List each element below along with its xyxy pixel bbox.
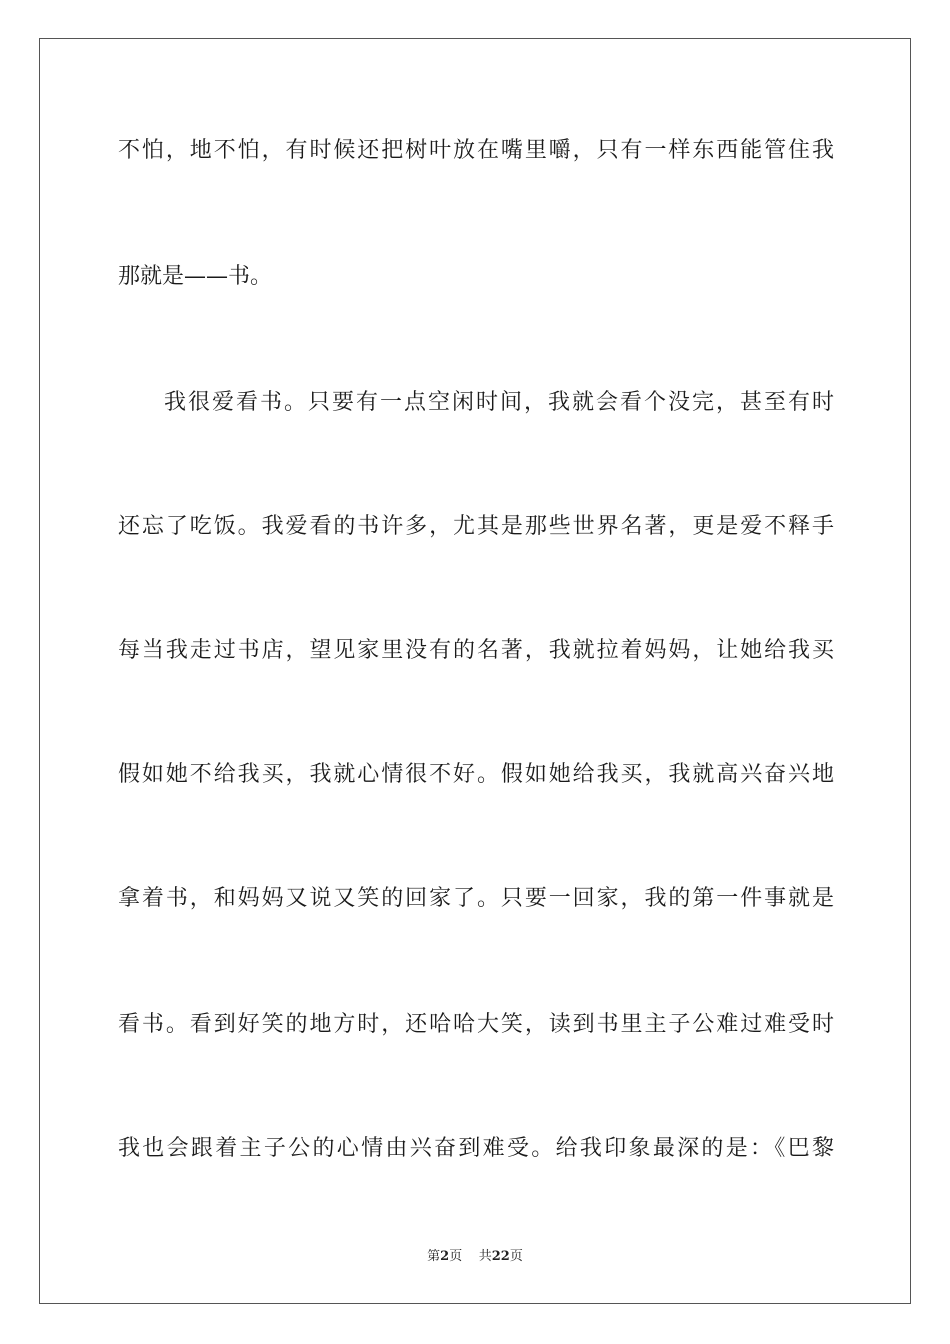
footer-page-prefix: 第	[427, 1249, 441, 1264]
text-line-8: 看书。看到好笑的地方时，还哈哈大笑，读到书里主子公难过难受时	[118, 1012, 834, 1037]
footer-total-pages: 22	[491, 1249, 510, 1264]
text-line-9: 我也会跟着主子公的心情由兴奋到难受。给我印象最深的是：《巴黎	[118, 1136, 834, 1161]
text-line-3: 我很爱看书。只要有一点空闲时间，我就会看个没完，甚至有时	[164, 390, 834, 415]
text-line-1: 不怕，地不怕，有时候还把树叶放在嘴里嚼，只有一样东西能管住我	[118, 138, 834, 163]
footer-total-prefix: 共	[478, 1249, 492, 1264]
text-line-6: 假如她不给我买，我就心情很不好。假如她给我买，我就高兴奋兴地	[118, 762, 834, 787]
text-line-7: 拿着书，和妈妈又说又笑的回家了。只要一回家，我的第一件事就是	[118, 886, 834, 911]
footer-total-suffix: 页	[509, 1249, 523, 1264]
footer-page-number: 2	[440, 1249, 450, 1264]
footer-page-suffix: 页	[449, 1249, 463, 1264]
text-line-4: 还忘了吃饭。我爱看的书许多，尤其是那些世界名著，更是爱不释手	[118, 514, 834, 539]
text-line-2: 那就是——书。	[118, 264, 273, 289]
page-border	[39, 38, 911, 1304]
page-footer	[0, 1247, 950, 1267]
text-line-5: 每当我走过书店，望见家里没有的名著，我就拉着妈妈，让她给我买	[118, 638, 834, 663]
